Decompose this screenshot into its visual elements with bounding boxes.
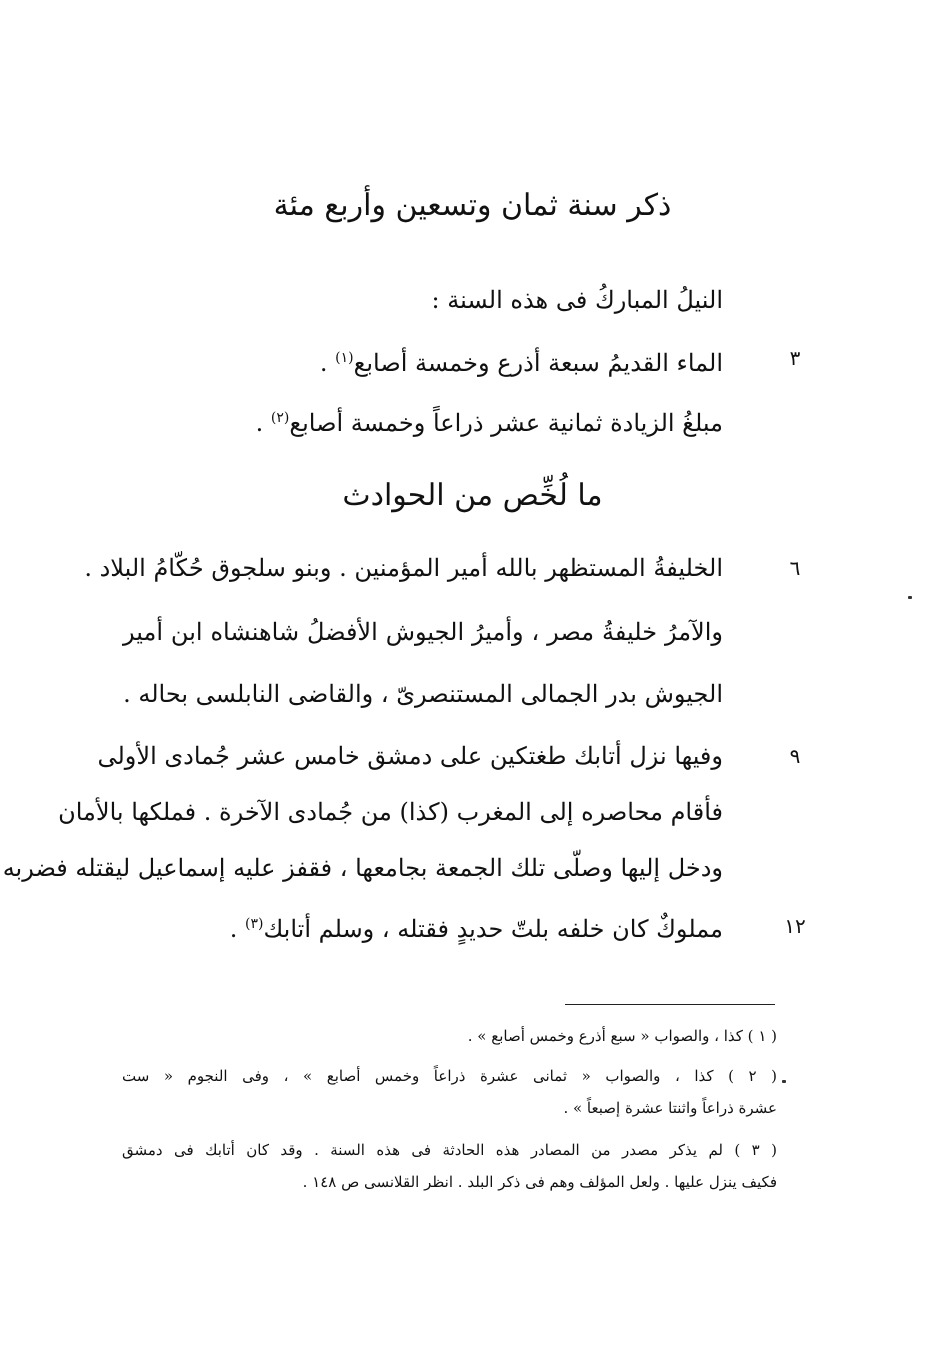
paragraph-2-line-1: وفيها نزل أتابك طغتكين على دمشق خامس عشر جُمادى الأولى [97,742,723,770]
footnote-2-line-1: ( ٢ ) كذا ، والصواب « ثمانى عشرة ذراعاً وخمس أصابع » ، وفى النجوم « ست [122,1067,777,1085]
scan-speck [908,596,912,599]
nile-old-water: الماء القديمُ سبعة أذرع وخمسة أصابع [353,349,723,377]
footnote-ref-3: (٣) [244,916,264,932]
paragraph-2-line-2: فأقام محاصره إلى المغرب (كذا) من جُمادى الآخرة . فملكها بالأمان [58,798,723,826]
paragraph-1-line-2: والآمرُ خليفةُ مصر ، وأميرُ الجيوش الأفضلُ شاهنشاه ابن أمير [123,618,723,646]
section-title: ذكر سنة ثمان وتسعين وأربع مئة [273,188,672,223]
paragraph-1-line-1: الخليفةُ المستظهر بالله أمير المؤمنين . وبنو سلجوق حُكّامُ البلاد . [84,554,723,582]
footnote-3-line-1: ( ٣ ) لم يذكر مصدر من المصادر هذه الحادثة فى هذه السنة . وقد كان أتابك فى دمشق [122,1141,777,1159]
paragraph-2-line-3: ودخل إليها وصلّى تلك الجمعة بجامعها ، فقفز عليه إسماعيل ليقتله فضربه [2,854,723,882]
footnote-separator [565,1004,775,1005]
paragraph-2-line-4 [123,904,723,949]
paragraph-1-line-3: الجيوش بدر الجمالى المستنصرىّ ، والقاضى النابلسى بحاله . [123,680,723,708]
nile-increase-line [123,398,723,443]
footnote-ref-1: (١) [335,350,354,366]
nile-increase: مبلغُ الزيادة ثمانية عشر ذراعاً وخمسة أصابع [289,409,723,437]
footnote-3-line-2: فكيف ينزل عليها . ولعل المؤلف وهم فى ذكر البلد . انظر القلانسى ص ١٤٨ . [302,1173,777,1191]
paragraph-2-line-4-text: مملوكٌ كان خلفه بلتّ حديدٍ فقتله ، وسلم أتابك [263,915,723,943]
line-number-9: ٩ [789,744,801,768]
nile-intro: النيلُ المباركُ فى هذه السنة : [431,286,723,314]
end-mark: . [229,915,238,943]
line-number-6: ٦ [789,556,801,580]
line-number-12: ١٢ [784,914,806,938]
end-mark: . [319,349,328,377]
footnote-1: ( ١ ) كذا ، والصواب « سبع أذرع وخمس أصابع » . [467,1027,777,1045]
line-number-3: ٣ [789,346,801,370]
nile-old-water-line [123,338,723,383]
events-title: ما لُخِّص من الحوادث [342,478,603,513]
footnote-ref-2: (٢) [270,410,290,426]
footnote-2-line-2: عشرة ذراعاً واثنتا عشرة إصبعاً » . [563,1099,777,1117]
scan-speck [782,1080,786,1083]
end-mark: . [255,409,264,437]
